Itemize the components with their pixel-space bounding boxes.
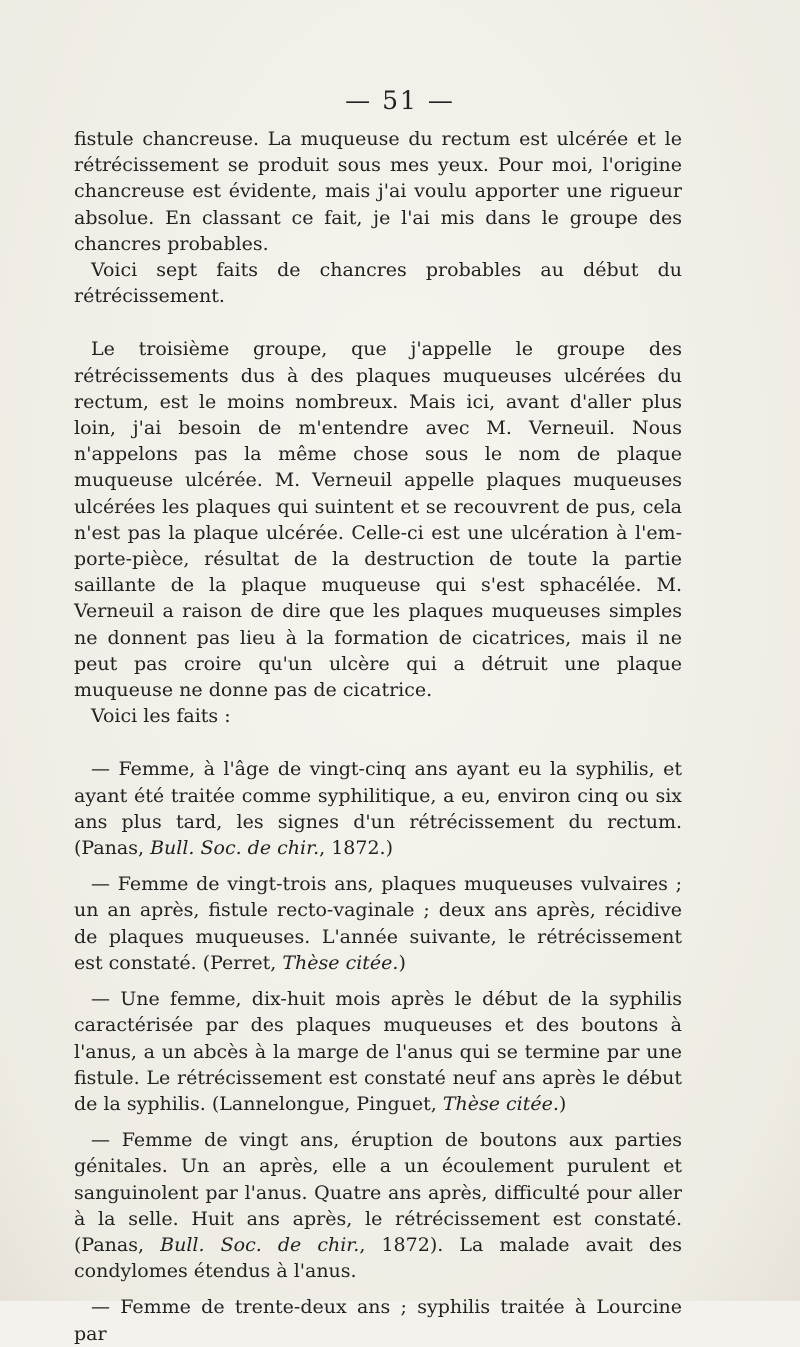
paragraph-gap xyxy=(74,729,682,756)
paragraph: Voici sept faits de chancres probables au début du rétrécissement. xyxy=(74,259,682,308)
paragraph-gap xyxy=(74,976,682,986)
paragraph-gap xyxy=(74,1117,682,1127)
paragraph: fistule chancreuse. La muqueuse du rectum est ulcérée et le rétrécissement se produit sous mes yeux. Pour moi, l'origine chancreuse est évidente, mais j'ai voulu apporter une rigueur absolue. En classant ce fait, je l'ai mis dans le groupe des chancres probables. xyxy=(74,128,682,255)
paragraph-gap xyxy=(74,861,682,871)
paragraph: — Femme de vingt-trois ans, plaques muqueuses vulvaires ; un an après, fistule recto-vaginale ; deux ans après, récidive de plaques muqueuses. L'année suivante, le rétrécissement est constaté. (Perret, Thèse citée.) xyxy=(74,873,682,974)
body-text xyxy=(74,126,682,1347)
paragraph: Le troisième groupe, que j'appelle le groupe des rétrécissements dus à des plaques muqueuses ulcérées du rectum, est le moins nombreux. Mais ici, avant d'aller plus loin, j'ai besoin de m'entendre avec M. Verneuil. Nous n'appelons pas la même chose sous le nom de plaque muqueuse ulcérée. M. Verneuil appelle plaques muqueuses ulcérées les plaques qui suintent et se recouvrent de pus, cela n'est pas la plaque ulcérée. Celle-ci est une ulcération à l'emporte-pièce, résultat de la destruction de toute la partie saillante de la plaque muqueuse qui s'est sphacélée. M. Verneuil a raison de dire que les plaques muqueuses simples ne donnent pas lieu à la formation de cicatrices, mais il ne peut pas croire qu'un ulcère qui a détruit une plaque muqueuse ne donne pas de cicatrice. xyxy=(74,338,682,702)
paragraph: — Une femme, dix-huit mois après le début de la syphilis caractérisée par des plaques muqueuses et des boutons à l'anus, a un abcès à la marge de l'anus qui se termine par une fistule. Le rétrécissement est constaté neuf ans après le début de la syphilis. (Lannelongue, Pinguet, Thèse citée.) xyxy=(74,988,682,1115)
paragraph-gap xyxy=(74,1284,682,1294)
paragraph: — Femme de trente-deux ans ; syphilis traitée à Lourcine par xyxy=(74,1296,682,1345)
page-number: — 51 — xyxy=(345,86,455,115)
paragraph: Voici les faits : xyxy=(91,705,231,728)
paragraph: — Femme de vingt ans, éruption de boutons aux parties génitales. Un an après, elle a un écoulement purulent et sanguinolent par l'anus. Quatre ans après, difficulté pour aller à la selle. Huit ans après, le rétrécissement est constaté. (Panas, Bull. Soc. de chir., 1872). La malade avait des condylomes étendus à l'anus. xyxy=(74,1129,682,1283)
paragraph: — Femme, à l'âge de vingt-cinq ans ayant eu la syphilis, et ayant été traitée comme syphilitique, a eu, environ cinq ou six ans plus tard, les signes d'un rétrécissement du rectum. (Panas, Bull. Soc. de chir., 1872.) xyxy=(74,758,682,860)
paragraph-gap xyxy=(74,309,682,336)
